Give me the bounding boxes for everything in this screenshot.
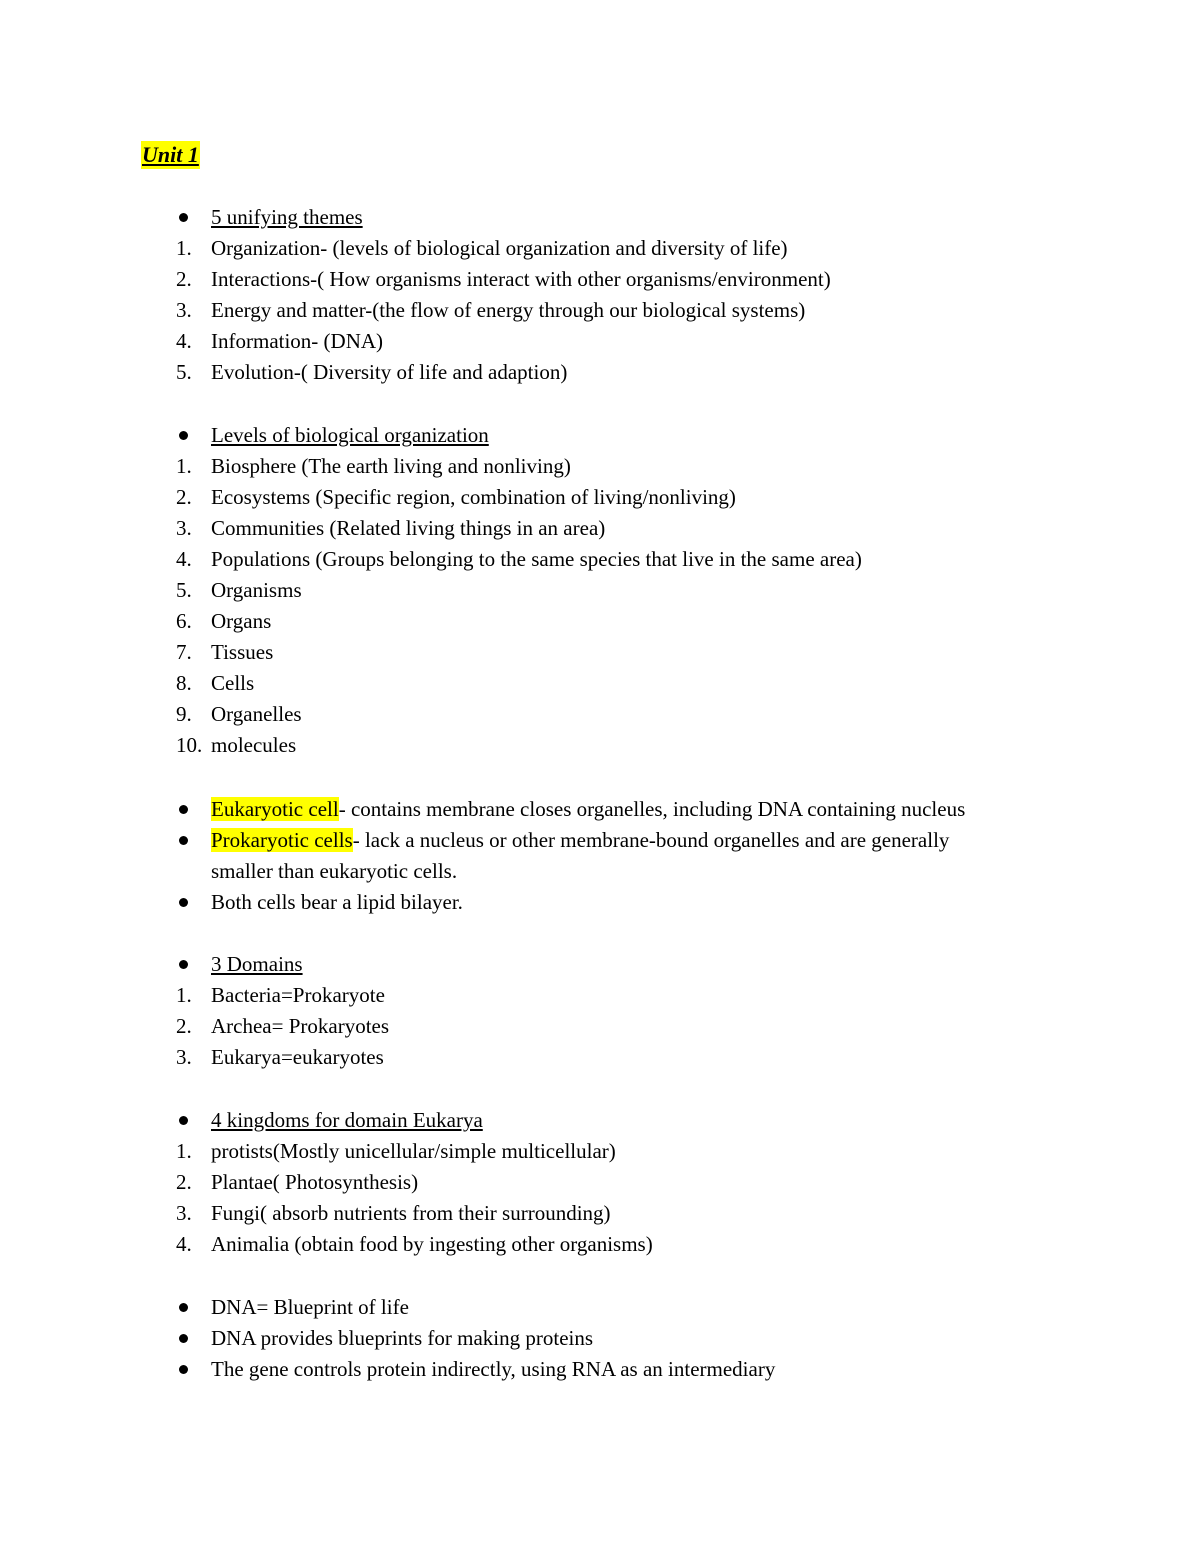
list-item: 3. Eukarya=eukaryotes: [176, 1045, 384, 1069]
page-title: Unit 1: [142, 142, 199, 167]
list-item: 5. Organisms: [176, 578, 302, 602]
list-item: 3. Fungi( absorb nutrients from their surrounding): [176, 1201, 611, 1225]
section-heading-domains: 3 Domains: [0, 949, 1200, 980]
highlight-term: Prokaryotic cells: [211, 828, 353, 852]
list-item: 2. Ecosystems (Specific region, combination of living/nonliving): [176, 485, 736, 509]
list-item: 1. Organization- (levels of biological organization and diversity of life): [176, 236, 788, 260]
list-item: 10. molecules: [176, 733, 297, 757]
list-item: 4. Animalia (obtain food by ingesting other organisms): [176, 1232, 653, 1256]
list-item: 9. Organelles: [176, 702, 302, 726]
bullet-eukaryotic: Eukaryotic cell- contains membrane closes organelles, including DNA containing nucleus: [0, 794, 1200, 825]
bullet-icon: [179, 1334, 188, 1343]
bullet-icon: [179, 213, 188, 222]
list-item: 5. Evolution-( Diversity of life and adaption): [176, 360, 568, 384]
list-item: 8. Cells: [176, 671, 255, 695]
bullet-both-cells: Both cells bear a lipid bilayer.: [0, 887, 1200, 918]
bullet-item: DNA= Blueprint of life: [0, 1292, 1200, 1323]
list-item: 4. Populations (Groups belonging to the same species that live in the same area): [176, 547, 862, 571]
bullet-icon: [179, 1303, 188, 1312]
section-heading-levels: Levels of biological organization: [0, 420, 1200, 451]
bullet-item: The gene controls protein indirectly, using RNA as an intermediary: [0, 1354, 1200, 1385]
bullet-icon: [179, 1116, 188, 1125]
bullet-icon: [179, 836, 188, 845]
list-item: 1. protists(Mostly unicellular/simple multicellular): [176, 1139, 616, 1163]
bullet-icon: [179, 898, 188, 907]
list-item: 1. Bacteria=Prokaryote: [176, 983, 385, 1007]
list-item: 2. Interactions-( How organisms interact with other organisms/environment): [176, 267, 831, 291]
bullet-icon: [179, 805, 188, 814]
list-item: 3. Communities (Related living things in an area): [176, 516, 606, 540]
list-item: 3. Energy and matter-(the flow of energy through our biological systems): [176, 298, 806, 322]
list-item: 7. Tissues: [176, 640, 274, 664]
bullet-item: DNA provides blueprints for making proteins: [0, 1323, 1200, 1354]
list-item: 2. Archea= Prokaryotes: [176, 1014, 390, 1038]
section-heading-themes: 5 unifying themes: [0, 202, 1200, 233]
list-item: 1. Biosphere (The earth living and nonliving): [176, 454, 571, 478]
bullet-continuation: smaller than eukaryotic cells.: [211, 859, 458, 883]
bullet-icon: [179, 1365, 188, 1374]
list-item: 2. Plantae( Photosynthesis): [176, 1170, 419, 1194]
section-heading-kingdoms: 4 kingdoms for domain Eukarya: [0, 1105, 1200, 1136]
list-item: 6. Organs: [176, 609, 272, 633]
list-item: 4. Information- (DNA): [176, 329, 384, 353]
bullet-icon: [179, 431, 188, 440]
bullet-prokaryotic: Prokaryotic cells- lack a nucleus or other membrane-bound organelles and are generally: [0, 825, 1200, 856]
highlight-term: Eukaryotic cell: [211, 797, 339, 821]
bullet-icon: [179, 960, 188, 969]
